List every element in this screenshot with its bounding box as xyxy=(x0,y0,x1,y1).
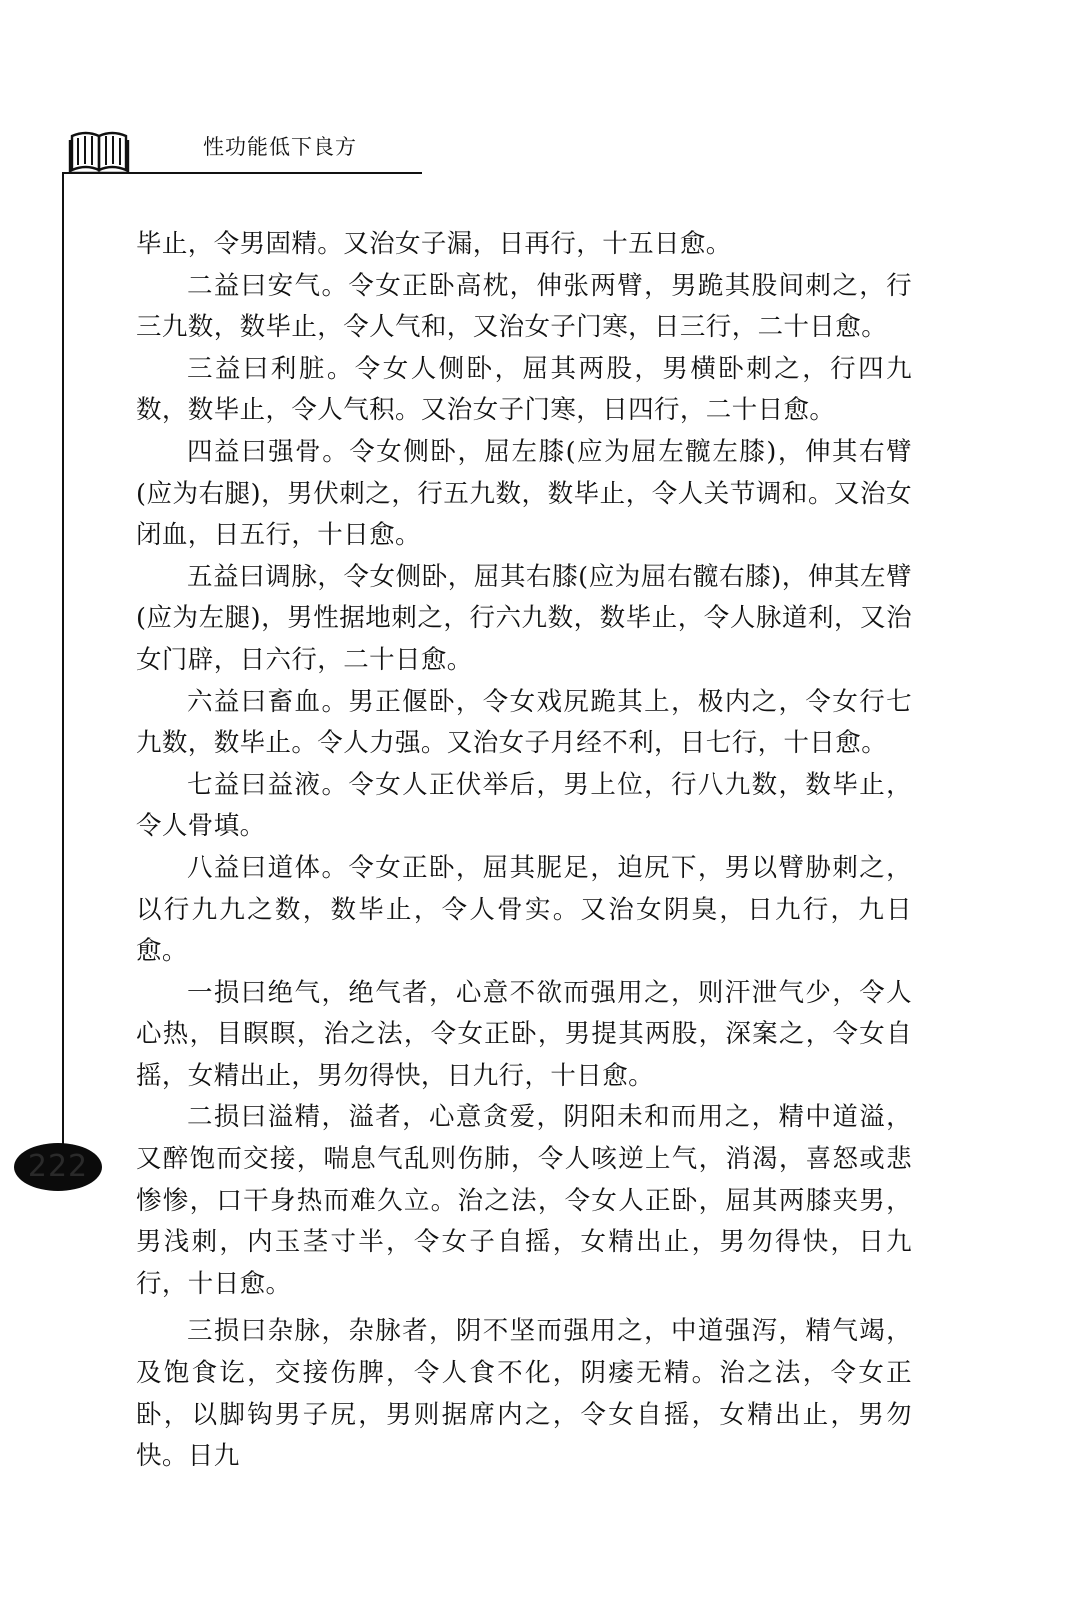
margin-rule xyxy=(62,172,64,1172)
paragraph: 四益曰强骨。令女侧卧，屈左膝(应为屈左髋左膝)，伸其右臂(应为右腿)，男伏刺之，行五九数，数毕止，令人关节调和。又治女闭血，日五行，十日愈。 xyxy=(136,436,912,551)
paragraph: 三益曰利脏。令女人侧卧，屈其两股，男横卧刺之，行四九数，数毕止，令人气积。又治女子门寒，日四行，二十日愈。 xyxy=(136,353,912,426)
book-icon xyxy=(68,128,130,174)
paragraph: 七益曰益液。令女人正伏举后，男上位，行八九数，数毕止，令人骨填。 xyxy=(136,769,912,842)
body-text xyxy=(136,224,912,1478)
header-rule xyxy=(62,172,422,174)
paragraph: 二益曰安气。令女正卧高枕，伸张两臂，男跪其股间刺之，行三九数，数毕止，令人气和，又治女子门寒，日三行，二十日愈。 xyxy=(136,270,912,343)
paragraph: 一损曰绝气，绝气者，心意不欲而强用之，则汗泄气少，令人心热，目瞑瞑，治之法，令女正卧，男提其两股，深案之，令女自摇，女精出止，男勿得快，日九行，十日愈。 xyxy=(136,977,912,1091)
paragraph: 二损曰溢精，溢者，心意贪爱，阴阳未和而用之，精中道溢，又醉饱而交接，喘息气乱则伤肺，令人咳逆上气，消渴，喜怒或悲惨惨，口干身热而难久立。治之法，令女人正卧，屈其两膝夹男，男浅刺，内玉茎寸半，令女子自摇，女精出止，男勿得快，日九行，十日愈。 xyxy=(136,1102,912,1299)
running-head: 性功能低下良方 xyxy=(203,135,357,159)
paragraph: 五益曰调脉，令女侧卧，屈其右膝(应为屈右髋右膝)，伸其左臂(应为左腿)，男性据地刺之，行六九数，数毕止，令人脉道利，又治女门辟，日六行，二十日愈。 xyxy=(136,561,912,675)
paragraph: 三损曰杂脉，杂脉者，阴不坚而强用之，中道强泻，精气竭，及饱食讫，交接伤脾，令人食不化，阴痿无精。治之法，令女正卧，以脚钩男子尻，男则据席内之，令女自摇，女精出止，男勿快。日九 xyxy=(136,1316,912,1472)
paragraph: 八益曰道体。令女正卧，屈其胒足，迫尻下，男以臂胁刺之，以行九九之数，数毕止，令人骨实。又治女阴臭，日九行，九日愈。 xyxy=(136,852,912,967)
paragraph: 六益曰畜血。男正偃卧，令女戏尻跪其上，极内之，令女行七九数，数毕止。令人力强。又治女子月经不利，日七行，十日愈。 xyxy=(136,686,912,759)
page-number: 222 xyxy=(14,1143,102,1191)
paragraph: 毕止，令男固精。又治女子漏，日再行，十五日愈。 xyxy=(136,229,732,259)
